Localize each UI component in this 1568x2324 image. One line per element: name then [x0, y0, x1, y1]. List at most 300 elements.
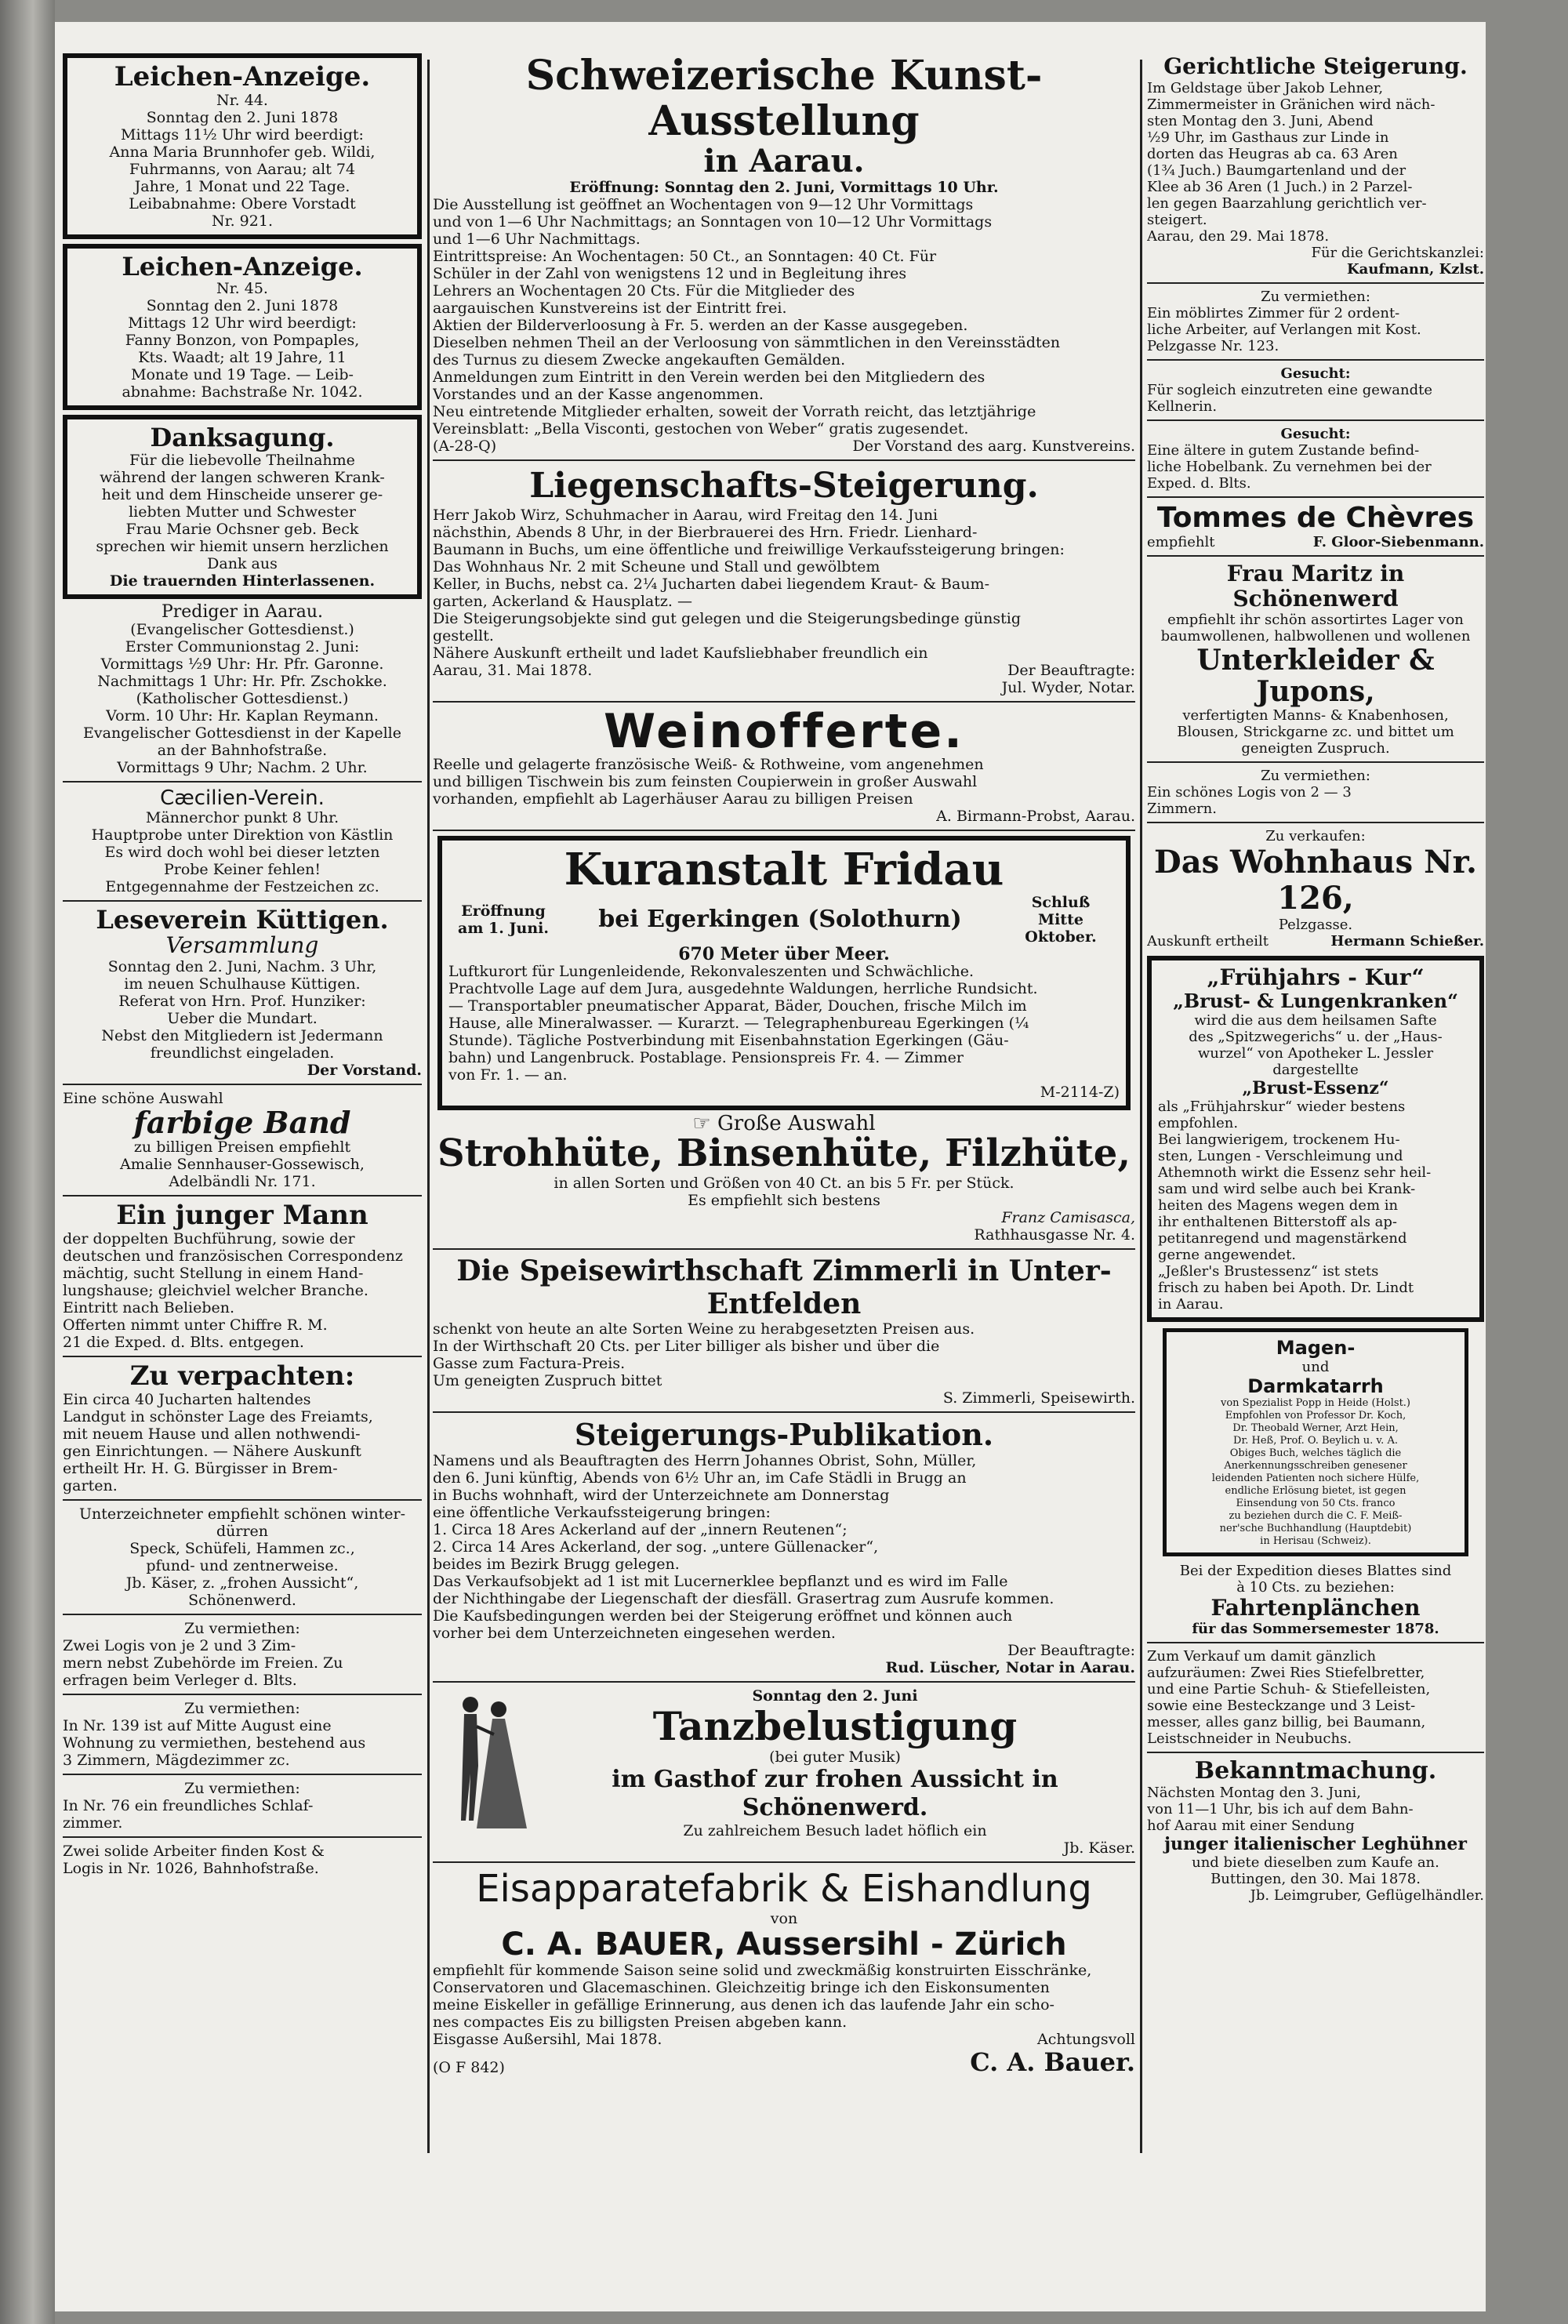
text-line: Bei der Expedition dieses Blattes sind	[1179, 1563, 1452, 1579]
reading-club-body	[63, 958, 422, 1062]
tavern-ad	[433, 1255, 1135, 1407]
right-column	[1147, 53, 1484, 2170]
text-line: Offerten nimmt unter Chiffre R. M.	[63, 1316, 328, 1334]
text-line: Männerchor punkt 8 Uhr.	[145, 808, 339, 826]
obituary-45-body	[74, 297, 411, 401]
cheese-title: Tommes de Chèvres	[1156, 502, 1475, 534]
property-auction-title: Liegenschafts-Steigerung.	[529, 466, 1039, 506]
sermons-body	[63, 621, 422, 776]
text-line: Eine ältere in gutem Zustande befind-	[1147, 442, 1420, 459]
spring-cure-essenz: „Brust-Essenz“	[1242, 1078, 1389, 1098]
obituary-44-title: Leichen-Anzeige.	[114, 61, 371, 93]
text-line: Für sogleich einzutreten eine gewandte	[1147, 382, 1433, 398]
thanks-body	[74, 452, 411, 572]
text-line: Zimmermeister in Gränichen wird näch-	[1147, 96, 1436, 113]
text-line: Sonntag den 2. Juni 1878	[146, 297, 339, 315]
text-line: Nebst den Mitgliedern ist Jedermann	[101, 1027, 383, 1045]
rent-a	[1147, 289, 1484, 354]
text-line: hof Aarau mit einer Sendung	[1147, 1817, 1355, 1834]
text-line: meine Eiskeller in gefällige Erinnerung, aus denen ich das laufende Jahr ein scho-	[433, 1996, 1054, 2014]
text-line: Jahre, 1 Monat und 22 Tage.	[134, 177, 350, 195]
text-line: in allen Sorten und Größen von 40 Ct. an bis 5 Fr. per Stück.	[554, 1175, 1014, 1192]
text-line: beides im Bezirk Brugg gelegen.	[433, 1556, 680, 1573]
dance-sub: (bei guter Musik)	[769, 1748, 901, 1766]
text-line: Anna Maria Brunnhofer geb. Wildi,	[109, 143, 376, 161]
text-line: Jb. Käser, z. „frohen Aussicht“,	[125, 1574, 359, 1592]
underwear-body-1	[1147, 612, 1484, 645]
text-line: 2. Circa 14 Ares Ackerland, der sog. „untere Güllenacker“,	[433, 1538, 879, 1556]
text-line: messer, alles ganz billig, bei Baumann,	[1147, 1714, 1426, 1730]
dance-date: Sonntag den 2. Juni	[752, 1687, 918, 1705]
text-line: Vorm. 10 Uhr: Hr. Kaplan Reymann.	[106, 706, 379, 724]
text-line: Blousen, Strickgarne zc. und bittet um	[1177, 724, 1454, 740]
sermons-notice	[63, 601, 422, 776]
text-line: Athemnoth wirkt die Essenz sehr heil-	[1158, 1164, 1432, 1181]
text-line: mächtig, sucht Stellung in einem Hand-	[63, 1265, 364, 1283]
stomach-book-title-1: Magen-	[1276, 1337, 1356, 1359]
text-line: Kts. Waadt; alt 19 Jahre, 11	[138, 349, 347, 367]
hats-body	[433, 1175, 1135, 1209]
rent-2-body	[63, 1717, 422, 1769]
text-line: Hauptprobe unter Direktion von Kästlin	[91, 826, 394, 844]
text-line: Sonntag den 2. Juni, Nachm. 3 Uhr,	[107, 958, 377, 976]
wanted-2	[1147, 426, 1484, 492]
art-exhibition-subtitle: in Aarau.	[703, 143, 865, 180]
text-line: Obiges Buch, welches täglich die	[1229, 1447, 1402, 1459]
rent-3	[63, 1780, 422, 1832]
text-line: Kellnerin.	[1147, 398, 1218, 415]
auction-publication-body	[433, 1452, 1135, 1642]
text-line: liche Arbeiter, auf Verlangen mit Kost.	[1147, 321, 1421, 338]
text-line: Gasse zum Factura-Preis.	[433, 1355, 626, 1372]
text-line: Luftkurort für Lungenleidende, Rekonvaleszenten und Schwächliche.	[448, 963, 975, 980]
young-man-title: Ein junger Mann	[116, 1200, 368, 1232]
text-line: und eine Partie Schuh- & Stiefelleisten,	[1147, 1681, 1431, 1698]
spa-opening-date: am 1. Juni.	[458, 920, 549, 937]
auction-publication-role: Der Beauftragte:	[1007, 1642, 1135, 1659]
art-exhibition-ad	[433, 53, 1135, 455]
text-line: von Fr. 1. — an.	[448, 1066, 568, 1084]
hats-title: Strohhüte, Binsenhüte, Filzhüte,	[437, 1131, 1131, 1175]
text-line: eine öffentliche Verkaufssteigerung bringen:	[433, 1504, 771, 1521]
text-line: Herr Jakob Wirz, Schuhmacher in Aarau, wird Freitag den 14. Juni	[433, 507, 938, 524]
text-line: „Jeßler's Brustessenz“ ist stets	[1158, 1263, 1379, 1280]
text-line: sten Montag den 3. Juni, Abend	[1147, 113, 1374, 129]
wanted-2-body	[1147, 442, 1484, 492]
text-line: 21 die Exped. d. Blts. entgegen.	[63, 1334, 304, 1352]
text-line: des Turnus zu diesem Zwecke angekauften Gemälden.	[433, 351, 846, 369]
text-line: Frau Marie Ochsner geb. Beck	[125, 520, 359, 538]
text-line: dorten das Heugras ab ca. 63 Aren	[1147, 146, 1398, 162]
reading-club-title: Leseverein Küttigen.	[96, 904, 389, 935]
text-line: von Spezialist Popp in Heide (Holst.)	[1220, 1397, 1410, 1409]
hats-sign-1: Franz Camisasca,	[1001, 1209, 1135, 1226]
rent-2-title: Zu vermiethen:	[184, 1699, 300, 1717]
obituary-45-title: Leichen-Anzeige.	[122, 251, 363, 281]
text-line: garten.	[63, 1476, 118, 1494]
text-line: während der langen schweren Krank-	[100, 468, 385, 486]
text-line: des „Spitzwegerichs“ u. der „Haus-	[1189, 1029, 1443, 1045]
text-line: schenkt von heute an alte Sorten Weine zu herabgesetzten Preisen aus.	[433, 1320, 975, 1338]
auction-publication-title: Steigerungs-Publikation.	[574, 1417, 994, 1452]
ribbon-ad	[63, 1090, 422, 1190]
text-line: Neu eintretende Mitglieder erhalten, soweit der Vorrath reicht, das letztjährige	[433, 403, 1036, 420]
clearance-ad	[1147, 1648, 1484, 1747]
text-line: Evangelischer Gottesdienst in der Kapelle	[83, 724, 401, 742]
text-line: Amalie Sennhauser-Gossewisch,	[120, 1156, 365, 1174]
binding-edge	[0, 0, 55, 2324]
text-line: Namens und als Beauftragten des Herrn Johannes Obrist, Sohn, Müller,	[433, 1452, 977, 1469]
text-line: gestellt.	[433, 627, 494, 645]
clearance-body	[1147, 1648, 1484, 1747]
ribbon-body	[63, 1138, 422, 1190]
text-line: Es empfiehlt sich bestens	[688, 1192, 880, 1209]
wanted-1-title: Gesucht:	[1280, 365, 1351, 382]
text-line: sprechen wir hiemit unsern herzlichen	[96, 537, 389, 555]
text-line: bahn) und Langenbruck. Postablage. Pensionspreis Fr. 4. — Zimmer	[448, 1049, 964, 1066]
text-line: heit und dem Hinscheide unserer ge-	[101, 485, 383, 503]
stomach-book-ad	[1163, 1328, 1468, 1556]
court-auction-title: Gerichtliche Steigerung.	[1163, 53, 1468, 79]
text-line: zimmer.	[63, 1814, 123, 1832]
ice-factory-code: (O F 842)	[433, 2059, 505, 2076]
text-line: frisch zu haben bei Apoth. Dr. Lindt	[1158, 1280, 1414, 1296]
text-line: Ein möblirtes Zimmer für 2 ordent-	[1147, 305, 1400, 321]
obituary-44-nr: Nr. 44.	[216, 91, 268, 109]
spring-cure-body-2	[1158, 1098, 1473, 1313]
rent-2	[63, 1700, 422, 1769]
text-line: ertheilt Hr. H. G. Bürgisser in Brem-	[63, 1459, 338, 1477]
text-line: im neuen Schulhause Küttigen.	[124, 975, 361, 993]
ice-factory-sign: C. A. Bauer.	[970, 2047, 1135, 2077]
text-line: Nähere Auskunft ertheilt und ladet Kaufsliebhaber freundlich ein	[433, 645, 928, 662]
text-line: (1¾ Juch.) Baumgartenland und der	[1147, 162, 1406, 179]
rent-3-body	[63, 1797, 422, 1832]
spring-cure-sub: „Brust- & Lungenkranken“	[1173, 990, 1458, 1012]
text-line: vorhanden, empfiehlt ab Lagerhäuser Aarau zu billigen Preisen	[433, 790, 913, 808]
text-line: der Nichthingabe der Liegenschaft der diesfäll. Grasertrag zum Ausrufe kommen.	[433, 1590, 1054, 1607]
art-exhibition-title: Schweizerische Kunst-Ausstellung	[525, 53, 1043, 145]
text-line: Zwei Logis von je 2 und 3 Zim-	[63, 1636, 296, 1654]
text-line: Probe Keiner fehlen!	[163, 860, 321, 878]
text-line: leidenden Patienten noch sichere Hülfe,	[1211, 1472, 1420, 1484]
text-line: endliche Erlösung bietet, ist gegen	[1225, 1485, 1406, 1497]
bacon-ad	[63, 1505, 422, 1609]
bacon-body	[63, 1505, 422, 1609]
caecilien-title: Cæcilien-Verein.	[160, 786, 325, 810]
timetable-ad	[1147, 1563, 1484, 1637]
ice-factory-title: Eisapparatefabrik & Eishandlung	[476, 1867, 1092, 1911]
wine-offer-body	[433, 756, 1135, 808]
text-line: — Transportabler pneumatischer Apparat, Bäder, Douchen, frische Milch im	[448, 997, 1027, 1015]
text-line: lungshause; gleichviel welcher Branche.	[63, 1282, 368, 1300]
rent-b-title: Zu vermiethen:	[1261, 768, 1370, 784]
property-auction-role: Der Beauftragte:	[1007, 662, 1135, 679]
lease-body	[63, 1391, 422, 1494]
rent-a-body	[1147, 305, 1484, 354]
text-line: Baumann in Buchs, um eine öffentliche und freiwillige Verkaufssteigerung bringen:	[433, 541, 1065, 558]
hats-sign-2: Rathhausgasse Nr. 4.	[974, 1226, 1135, 1244]
court-auction-place: Aarau, den 29. Mai 1878.	[1147, 228, 1330, 245]
young-man-body	[63, 1230, 422, 1351]
text-line: baumwollenen, halbwollenen und wollenen	[1160, 628, 1471, 645]
text-line: verfertigten Manns- & Knabenhosen,	[1182, 707, 1449, 724]
text-line: in Aarau.	[1158, 1296, 1224, 1313]
text-line: Reelle und gelagerte französische Weiß- & Rothweine, vom angenehmen	[433, 756, 984, 773]
text-line: Zwei solide Arbeiter finden Kost &	[63, 1842, 325, 1860]
cheese-ad	[1147, 503, 1484, 550]
text-line: Leistschneider in Neubuchs.	[1147, 1730, 1352, 1747]
text-line: deutschen und französischen Correspondenz	[63, 1247, 403, 1265]
reading-club-sub: Versammlung	[165, 932, 319, 959]
text-line: Die Kaufsbedingungen werden bei der Steigerung eröffnet und können auch	[433, 1607, 1013, 1625]
text-line: und billigen Tischwein bis zum feinsten Coupierwein in großer Auswahl	[433, 773, 978, 790]
text-line: Es wird doch wohl bei dieser letzten	[104, 843, 380, 861]
tavern-sign: S. Zimmerli, Speisewirth.	[942, 1389, 1135, 1407]
rent-1-title: Zu vermiethen:	[184, 1619, 300, 1637]
text-line: sowie eine Besteckzange und 3 Leist-	[1147, 1698, 1416, 1714]
text-line: Adelbändli Nr. 171.	[169, 1173, 316, 1191]
text-line: Exped. d. Blts.	[1147, 475, 1251, 492]
court-auction-role: Für die Gerichtskanzlei:	[1311, 245, 1484, 261]
art-exhibition-opening: Eröffnung: Sonntag den 2. Juni, Vormittags 10 Uhr.	[569, 179, 999, 196]
text-line: gen Einrichtungen. — Nähere Auskunft	[63, 1442, 361, 1460]
underwear-shop: Frau Maritz in Schönenwerd	[1226, 561, 1405, 612]
text-line: len gegen Baarzahlung gerichtlich ver-	[1147, 195, 1427, 212]
auction-publication-ad	[433, 1418, 1135, 1676]
text-line: geneigten Zuspruch.	[1241, 740, 1390, 757]
text-line: (Evangelischer Gottesdienst.)	[130, 620, 354, 638]
text-line: Zum Verkauf um damit gänzlich	[1147, 1648, 1377, 1665]
text-line: In der Wirthschaft 20 Cts. per Liter billiger als bisher und über die	[433, 1338, 940, 1355]
dancing-couple-illustration	[433, 1687, 535, 1836]
property-auction-sign: Jul. Wyder, Notar.	[1001, 679, 1135, 696]
house-sale-sign: Hermann Schießer.	[1330, 933, 1484, 950]
text-line: zu billigen Preisen empfiehlt	[133, 1138, 351, 1157]
text-line: Eintrittspreise: An Wochentagen: 50 Ct., an Sonntagen: 40 Ct. Für	[433, 248, 937, 265]
text-line: (Katholischer Gottesdienst.)	[136, 689, 349, 707]
text-line: Conservatoren und Glacemaschinen. Gleichzeitig bringe ich den Eiskonsumenten	[433, 1979, 1050, 1996]
left-column	[63, 53, 422, 2170]
column-rule-left	[427, 60, 430, 2153]
art-exhibition-code: (A-28-Q)	[433, 438, 497, 455]
pointing-hand-icon: ☞	[692, 1112, 717, 1135]
text-line: wurzel“ von Apotheker L. Jessler	[1197, 1045, 1434, 1062]
text-line: Monate und 19 Tage. — Leib-	[131, 366, 354, 384]
text-line: wird die aus dem heilsamen Safte	[1194, 1012, 1437, 1029]
text-line: Wohnung zu vermiethen, bestehend aus	[63, 1734, 366, 1752]
text-line: empfiehlt ihr schön assortirtes Lager von	[1167, 612, 1464, 628]
text-line: à 10 Cts. zu beziehen:	[1236, 1579, 1395, 1596]
text-line: sam und wird selbe auch bei Krank-	[1158, 1181, 1416, 1197]
text-line: mern nebst Zubehörde im Freien. Zu	[63, 1654, 343, 1672]
timetable-sub: für das Sommersemester 1878.	[1192, 1621, 1439, 1637]
text-line: Zimmern.	[1147, 801, 1217, 817]
text-line: Nächsten Montag den 3. Juni,	[1147, 1785, 1361, 1801]
text-line: als „Frühjahrskur“ wieder bestens	[1158, 1098, 1406, 1115]
text-line: Bei langwierigem, trockenem Hu-	[1158, 1131, 1400, 1148]
text-line: Fuhrmanns, von Aarau; alt 74	[129, 160, 356, 178]
spring-cure-ad	[1147, 956, 1484, 1322]
text-line: Buttingen, den 30. Mai 1878.	[1210, 1871, 1421, 1887]
rent-1-body	[63, 1637, 422, 1689]
announcement-body-1	[1147, 1785, 1484, 1834]
text-line: Mittags 12 Uhr wird beerdigt:	[128, 314, 357, 332]
text-line: Prachtvolle Lage auf dem Jura, ausgedehnte Waldungen, herrliche Rundsicht.	[448, 980, 1038, 997]
text-line: Landgut in schönster Lage des Freiamts,	[63, 1407, 373, 1425]
text-line: freundlichst eingeladen.	[150, 1044, 335, 1062]
auction-publication-sign: Rud. Lüscher, Notar in Aarau.	[885, 1659, 1135, 1676]
text-line: Schüler in der Zahl von wenigstens 12 und in Begleitung ihres	[433, 265, 907, 282]
obituary-44-body	[74, 109, 411, 230]
spa-height: 670 Meter über Meer.	[678, 944, 890, 964]
text-line: dürren	[216, 1522, 269, 1540]
text-line: Leibabnahme: Obere Vorstadt	[129, 194, 356, 212]
text-line: 3 Zimmern, Mägdezimmer zc.	[63, 1751, 290, 1769]
property-auction-body	[433, 507, 1135, 662]
text-line: ½9 Uhr, im Gasthaus zur Linde in	[1147, 129, 1389, 146]
text-line: Ein circa 40 Jucharten haltendes	[63, 1390, 311, 1408]
text-line: aufzuräumen: Zwei Ries Stiefelbretter,	[1147, 1665, 1425, 1681]
text-line: Ueber die Mundart.	[167, 1010, 318, 1028]
rent-b-body	[1147, 784, 1484, 817]
text-line: Nachmittags 1 Uhr: Hr. Pfr. Zschokke.	[97, 672, 387, 690]
ice-factory-place: Eisgasse Außersihl, Mai 1878.	[433, 2031, 662, 2048]
newspaper-page	[55, 22, 1486, 2311]
thanks-sign: Die trauernden Hinterlassenen.	[109, 572, 376, 590]
obituary-44	[63, 53, 422, 239]
text-line: in Herisau (Schweiz).	[1260, 1535, 1371, 1547]
wine-offer-sign: A. Birmann-Probst, Aarau.	[936, 808, 1135, 825]
text-line: In Nr. 139 ist auf Mitte August eine	[63, 1716, 332, 1734]
obituary-45	[63, 244, 422, 411]
text-line: Im Geldstage über Jakob Lehner,	[1147, 80, 1384, 96]
dance-ad	[433, 1687, 1135, 1857]
dance-sign: Jb. Käser.	[1063, 1839, 1135, 1857]
ice-factory-ad	[433, 1868, 1135, 2076]
text-line: dargestellte	[1272, 1062, 1359, 1078]
text-line: Das Verkaufsobjekt ad 1 ist mit Lucernerklee bepflanzt und es wird im Falle	[433, 1573, 1008, 1590]
rent-3-title: Zu vermiethen:	[184, 1779, 300, 1797]
text-line: Um geneigten Zuspruch bittet	[433, 1372, 662, 1389]
text-line: petitanregend und magenstärkend	[1158, 1230, 1407, 1247]
text-line: Vereinsblatt: „Bella Visconti, gestochen von Weber“ gratis zugesendet.	[433, 420, 969, 438]
art-exhibition-sign: Der Vorstand des aarg. Kunstvereins.	[852, 438, 1135, 455]
text-line: Dr. Heß, Prof. O. Beylich u. v. A.	[1233, 1435, 1398, 1447]
court-auction-ad	[1147, 53, 1484, 278]
house-sale-info: Auskunft ertheilt	[1147, 933, 1269, 950]
tavern-title: Die Speisewirthschaft Zimmerli in Unter-Entfelden	[456, 1255, 1112, 1320]
text-line: Aktien der Bilderverloosung à Fr. 5. werden an der Kasse ausgegeben.	[433, 317, 968, 334]
wanted-2-title: Gesucht:	[1280, 426, 1351, 442]
text-line: In Nr. 76 ein freundliches Schlaf-	[63, 1796, 314, 1814]
reading-club-sign: Der Vorstand.	[307, 1062, 422, 1080]
text-line: sten, Lungen - Verschleimung und	[1158, 1148, 1403, 1164]
underwear-body-2	[1147, 707, 1484, 757]
wine-offer-title: Weinofferte.	[604, 704, 964, 759]
underwear-title: Unterkleider & Jupons,	[1196, 644, 1435, 708]
text-line: und von 1—6 Uhr Nachmittags; an Sonntagen von 10—12 Uhr Vormittags	[433, 213, 993, 231]
spa-fridau-title: Kuranstalt Fridau	[564, 844, 1004, 895]
spring-cure-title: „Frühjahrs - Kur“	[1207, 964, 1425, 990]
spa-code: M-2114-Z)	[1040, 1084, 1120, 1101]
ice-factory-von: von	[770, 1910, 798, 1927]
hats-pre: Große Auswahl	[717, 1112, 876, 1135]
announcement-ad	[1147, 1758, 1484, 1904]
wanted-1-body	[1147, 382, 1484, 415]
announcement-big: junger italienischer Leghühner	[1164, 1834, 1467, 1854]
text-line: der doppelten Buchführung, sowie der	[63, 1230, 355, 1248]
text-line: Stunde). Tägliche Postverbindung mit Eisenbahnstation Egerkingen (Gäu-	[448, 1032, 1009, 1049]
young-man-ad	[63, 1201, 422, 1351]
spa-opening-label: Eröffnung	[461, 902, 546, 920]
text-line: Vormittags ½9 Uhr: Hr. Pfr. Garonne.	[100, 655, 384, 673]
column-rule-right	[1140, 60, 1142, 2153]
caecilien-body	[63, 809, 422, 895]
property-auction-ad	[433, 466, 1135, 696]
art-exhibition-body	[433, 196, 1135, 438]
text-line: ner'sche Buchhandlung (Hauptdebit)	[1219, 1523, 1412, 1534]
reading-club-notice	[63, 906, 422, 1080]
thanks-title: Danksagung.	[150, 423, 335, 453]
text-line: ihr enthaltenen Bitterstoff als ap-	[1158, 1214, 1397, 1230]
ribbon-title: farbige Band	[133, 1105, 351, 1141]
hats-ad	[433, 1112, 1135, 1244]
house-sale-ad	[1147, 828, 1484, 950]
text-line: Die Ausstellung ist geöffnet an Wochentagen von 9—12 Uhr Vormittags	[433, 196, 974, 213]
text-line: Die Steigerungsobjekte sind gut gelegen und die Steigerungsbedinge günstig	[433, 610, 1021, 627]
dance-title: Tanzbelustigung	[652, 1703, 1018, 1749]
text-line: empfiehlt für kommende Saison seine solid und zweckmäßig konstruirten Eisschränke,	[433, 1962, 1092, 1979]
text-line: liebten Mutter und Schwester	[129, 503, 356, 521]
dance-place: im Gasthof zur frohen Aussicht in Schönenwerd.	[612, 1766, 1058, 1821]
court-auction-sign: Kaufmann, Kzlst.	[1347, 261, 1484, 278]
timetable-title: Fahrtenplänchen	[1210, 1595, 1421, 1621]
text-line: Unterzeichneter empfiehlt schönen winter-	[78, 1505, 405, 1523]
spa-body	[448, 963, 1120, 1084]
house-sale-big: Das Wohnhaus Nr. 126,	[1154, 844, 1477, 917]
middle-column	[433, 53, 1135, 2170]
text-line: Klee ab 36 Aren (1 Juch.) in 2 Parzel-	[1147, 179, 1413, 195]
text-line: Lehrers an Wochentagen 20 Cts. Für die Mitglieder des	[433, 282, 855, 300]
text-line: Anerkennungsschreiben genesener	[1224, 1460, 1407, 1472]
text-line: 1. Circa 18 Ares Ackerland auf der „innern Reutenen“;	[433, 1521, 848, 1538]
text-line: Empfohlen von Professor Dr. Koch,	[1225, 1410, 1406, 1422]
text-line: in Buchs wohnhaft, wird der Unterzeichnete am Donnerstag	[433, 1487, 890, 1504]
text-line: nes compactes Eis zu billigsten Preisen abgeben kann.	[433, 2014, 848, 2031]
spa-close-label: Schluß	[1031, 894, 1091, 911]
workers-ad	[63, 1843, 422, 1877]
text-line: empfohlen.	[1158, 1115, 1239, 1131]
spa-location: bei Egerkingen (Solothurn)	[598, 906, 962, 933]
ice-factory-body	[433, 1962, 1135, 2031]
text-line: Schönenwerd.	[188, 1591, 296, 1609]
lease-ad	[63, 1362, 422, 1494]
text-line: Sonntag den 2. Juni 1878	[146, 108, 339, 126]
workers-body	[63, 1843, 422, 1877]
text-line: nächsthin, Abends 8 Uhr, in der Bierbrauerei des Hrn. Friedr. Lienhard-	[433, 524, 978, 541]
text-line: abnahme: Bachstraße Nr. 1042.	[122, 383, 363, 401]
rent-1	[63, 1620, 422, 1689]
text-line: und 1—6 Uhr Nachmittags.	[433, 231, 641, 248]
lease-title: Zu verpachten:	[129, 1360, 355, 1393]
text-line: pfund- und zentnerweise.	[146, 1556, 339, 1574]
text-line: Dr. Theobald Werner, Arzt Hein,	[1232, 1422, 1399, 1434]
stomach-book-body	[1173, 1397, 1458, 1548]
text-line: Referat von Hrn. Prof. Hunziker:	[118, 993, 366, 1011]
text-line: Mittags 11½ Uhr wird beerdigt:	[121, 125, 364, 143]
spa-close-date: Mitte Oktober.	[1025, 911, 1097, 946]
